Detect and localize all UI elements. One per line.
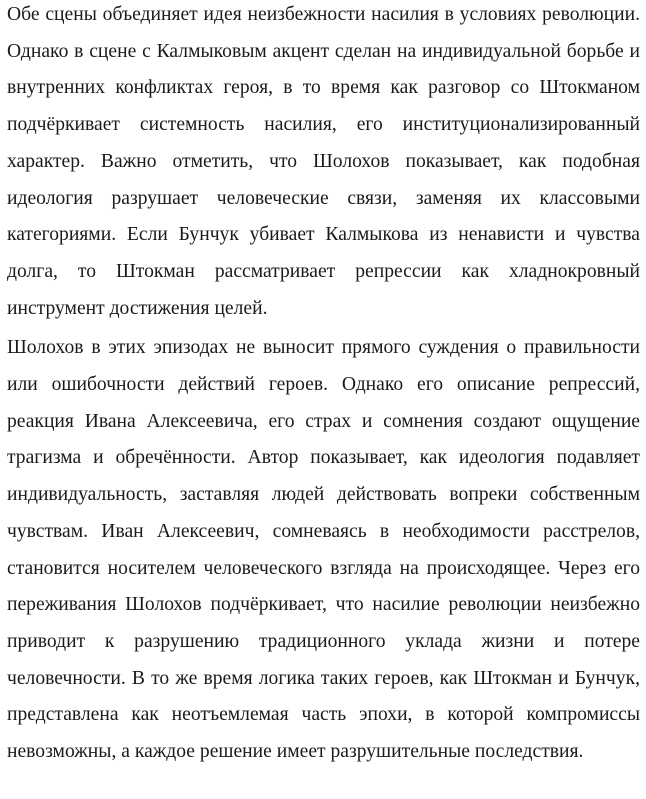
paragraph-2: Шолохов в этих эпизодах не выносит прямого суждения о правильности или ошибочности действий героев. Однако его описание репрессий, реакция Ивана Алексеевича, его страх и сомнения создают ощущение трагизма и обречённости. Автор показывает, как идеология подавляет индивидуальность, заставляя людей действовать вопреки собственным чувствам. Иван Алексеевич, сомневаясь в необходимости расстрелов, становится носителем человеческого взгляда на происходящее. Через его переживания Шолохов подчёркивает, что насилие революции неизбежно приводит к разрушению традиционного уклада жизни и потере человечности. В то же время логика таких героев, как Штокман и Бунчук, представлена как неотъемлемая часть эпохи, в которой компромиссы невозможны, а каждое решение имеет разрушительные последствия. (7, 337, 640, 763)
document-page (7, 0, 640, 771)
paragraph-1: Обе сцены объединяет идея неизбежности насилия в условиях революции. Однако в сцене с Калмыковым акцент сделан на индивидуальной борьбе и внутренних конфликтах героя, в то время как разговор со Штокманом подчёркивает системность насилия, его институционализированный характер. Важно отметить, что Шолохов показывает, как подобная идеология разрушает человеческие связи, заменяя их классовыми категориями. Если Бунчук убивает Калмыкова из ненависти и чувства долга, то Штокман рассматривает репрессии как хладнокровный инструмент достижения целей. (7, 4, 640, 319)
